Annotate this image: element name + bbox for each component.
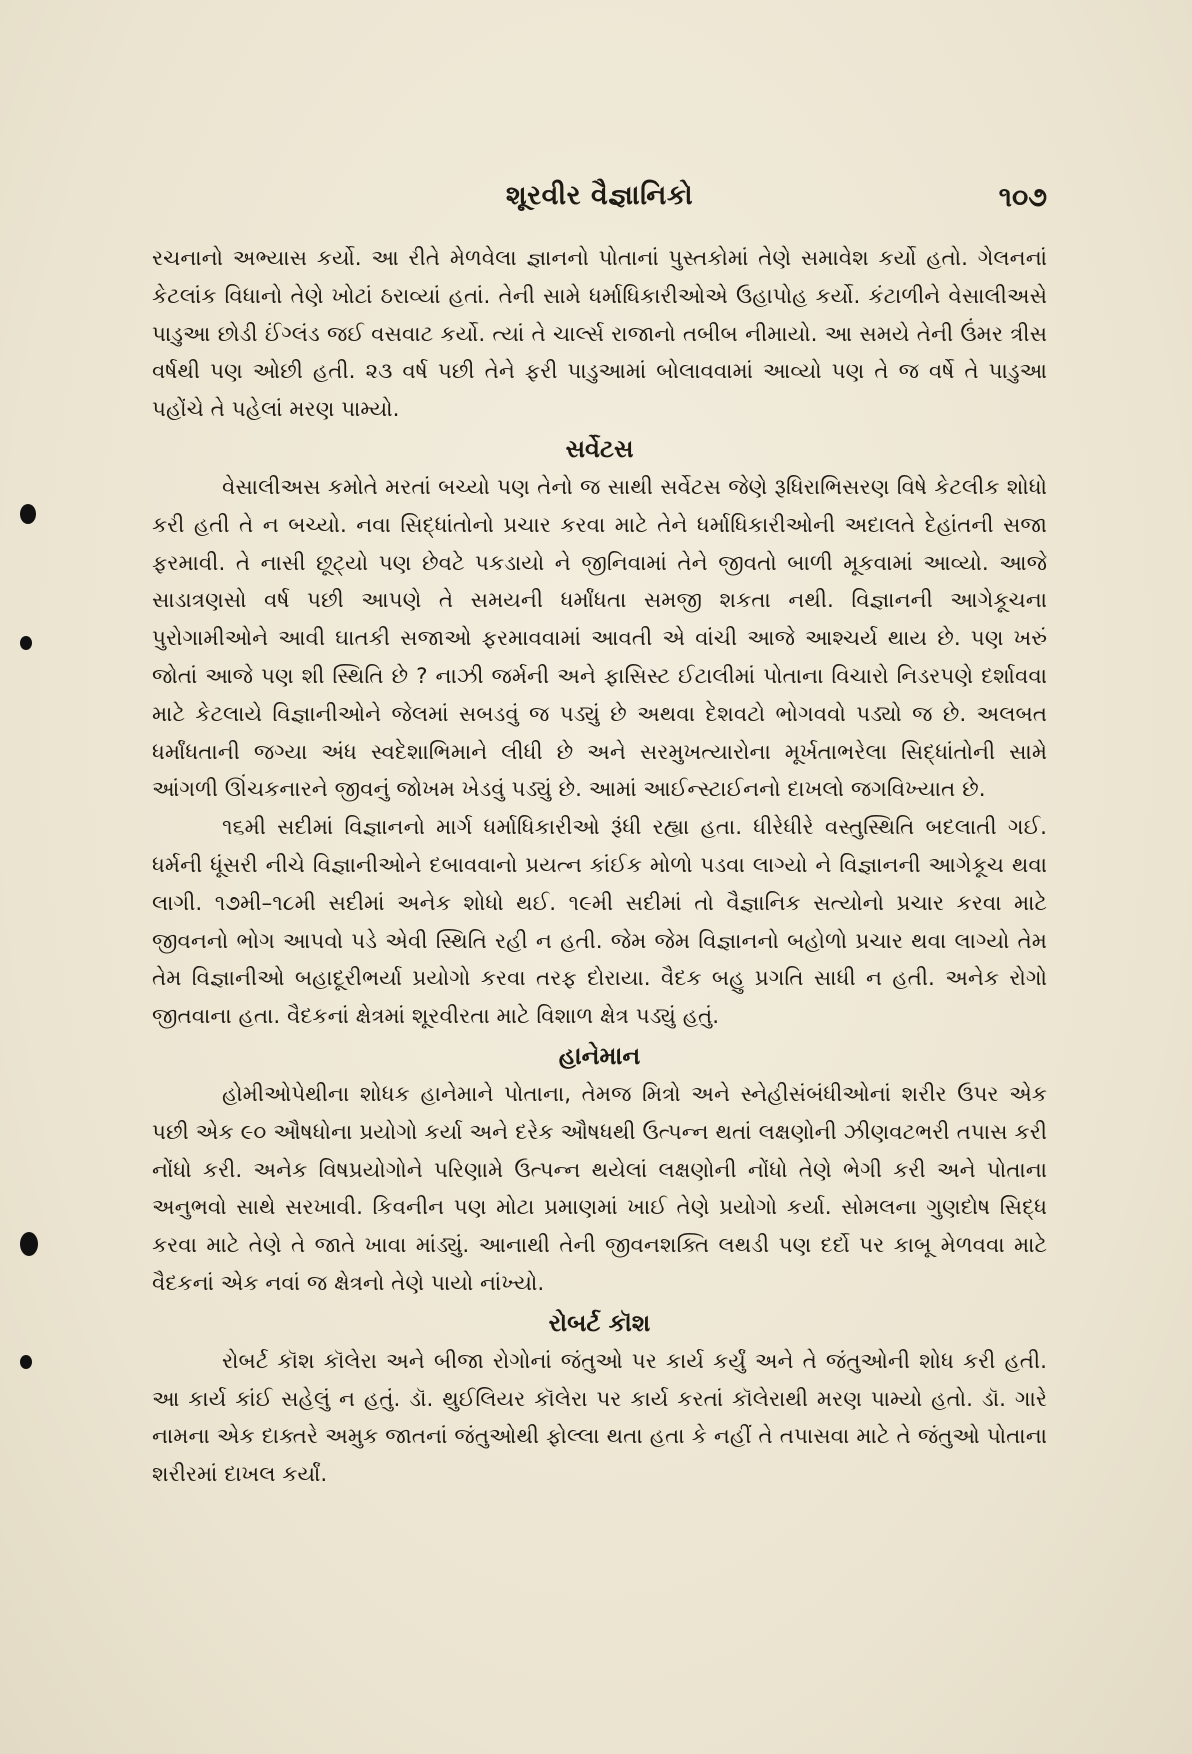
page-number: ૧૦૭ bbox=[998, 182, 1047, 213]
section-heading: હાનેમાન bbox=[558, 1041, 641, 1070]
paragraph: ૧૬મી સદીમાં વિજ્ઞાનનો માર્ગ ધર્માધિકારીઓ રૂંધી રહ્યા હતા. ધીરેધીરે વસ્તુસ્થિતિ બદલાતી ગઈ. ધર્મની ધૂંસરી નીચે વિજ્ઞાનીઓને દબાવવાનો પ્રયત્ન કાંઈક મોળો પડવા લાગ્યો ને વિજ્ઞાનની આગેકૂચ થવા લાગી. ૧૭મી–૧૮મી સદીમાં અનેક શોધો થઈ. ૧૯મી સદીમાં તો વૈજ્ઞાનિક સત્યોનો પ્રચાર કરવા માટે જીવનનો ભોગ આપવો પડે એવી સ્થિતિ રહી ન હતી. જેમ જેમ વિજ્ઞાનનો બહોળો પ્રચાર થવા લાગ્યો તેમ તેમ વિજ્ઞાનીઓ બહાદૂરીભર્યા પ્રયોગો કરવા તરફ દોરાયા. વૈદક બહુ પ્રગતિ સાધી ન હતી. અનેક રોગો જીતવાના હતા. વૈદકનાં ક્ષેત્રમાં શૂરવીરતા માટે વિશાળ ક્ષેત્ર પડ્યું હતું. bbox=[152, 815, 1047, 1030]
page-header bbox=[152, 180, 1047, 228]
binding-hole bbox=[20, 504, 36, 524]
binding-hole bbox=[20, 1232, 38, 1256]
paragraph: રોબર્ટ કૉશ કૉલેરા અને બીજા રોગોનાં જંતુઓ પર કાર્ય કર્યું અને તે જંતુઓની શોધ કરી હતી. આ કાર્ય કાંઈ સહેલું ન હતું. ડૉ. થુઈલિયર કૉલેરા પર કાર્ય કરતાં કૉલેરાથી મરણ પામ્યો હતો. ડૉ. ગારે નામના એક દાક્તરે અમુક જાતનાં જંતુઓથી ફોલ્લા થતા હતા કે નહીં તે તપાસવા માટે તે જંતુઓ પોતાના શરીરમાં દાખલ કર્યાં. bbox=[152, 1348, 1047, 1488]
binding-hole bbox=[20, 1355, 32, 1369]
section-heading: સર્વેટસ bbox=[565, 434, 634, 463]
body-text bbox=[152, 240, 1047, 1494]
running-title: શૂરવીર વૈજ્ઞાનિકો bbox=[505, 180, 694, 211]
paragraph: હોમીઓપેથીના શોધક હાનેમાને પોતાના, તેમજ મિત્રો અને સ્નેહીસંબંધીઓનાં શરીર ઉપર એક પછી એક ૯૦ ઔષધોના પ્રયોગો કર્યા અને દરેક ઔષધથી ઉત્પન્ન થતાં લક્ષણોની ઝીણવટભરી તપાસ કરી નોંધો કરી. અનેક વિષપ્રયોગોને પરિણામે ઉત્પન્ન થયેલાં લક્ષણોની નોંધો તેણે ભેગી કરી અને પોતાના અનુભવો સાથે સરખાવી. કિવનીન પણ મોટા પ્રમાણમાં ખાઈ તેણે પ્રયોગો કર્યા. સોમલના ગુણદોષ સિદ્ધ કરવા માટે તેણે તે જાતે ખાવા માંડ્યું. આનાથી તેની જીવનશક્તિ લથડી પણ દર્દો પર કાબૂ મેળવવા માટે વૈદકનાં એક નવાં જ ક્ષેત્રનો તેણે પાયો નાંખ્યો. bbox=[152, 1081, 1047, 1296]
paragraph: વેસાલીઅસ કમોતે મરતાં બચ્યો પણ તેનો જ સાથી સર્વેટસ જેણે રૂધિરાભિસરણ વિષે કેટલીક શોધો કરી હતી તે ન બચ્યો. નવા સિદ્ધાંતોનો પ્રચાર કરવા માટે તેને ધર્માધિકારીઓની અદાલતે દેહાંતની સજા ફરમાવી. તે નાસી છૂટ્યો પણ છેવટે પકડાયો ને જીનિવામાં તેને જીવતો બાળી મૂકવામાં આવ્યો. આજે સાડાત્રણસો વર્ષ પછી આપણે તે સમયની ધર્માંધતા સમજી શકતા નથી. વિજ્ઞાનની આગેકૂચના પુરોગામીઓને આવી ઘાતકી સજાઓ ફરમાવવામાં આવતી એ વાંચી આજે આશ્ચર્ય થાય છે. પણ ખરું જોતાં આજે પણ શી સ્થિતિ છે ? નાઝી જર્મની અને ફાસિસ્ટ ઈટાલીમાં પોતાના વિચારો નિડરપણે દર્શાવવા માટે કેટલાયે વિજ્ઞાનીઓને જેલમાં સબડવું જ પડ્યું છે અથવા દેશવટો ભોગવવો પડ્યો જ છે. અલબત ધર્માંધતાની જગ્યા અંધ સ્વદેશાભિમાને લીધી છે અને સરમુખત્યારોના મૂર્ખતાભરેલા સિદ્ધાંતોની સામે આંગળી ઊંચકનારને જીવનું જોખમ ખેડવું પડ્યું છે. આમાં આઈન્સ્ટાઈનનો દાખલો જગવિખ્યાત છે. bbox=[152, 474, 1047, 803]
binding-hole bbox=[20, 636, 32, 650]
paragraph: રચનાનો અભ્યાસ કર્યો. આ રીતે મેળવેલા જ્ઞાનનો પોતાનાં પુસ્તકોમાં તેણે સમાવેશ કર્યો હતો. ગેલનનાં કેટલાંક વિધાનો તેણે ખોટાં ઠરાવ્યાં હતાં. તેની સામે ધર્માધિકારીઓએ ઉહાપોહ કર્યો. કંટાળીને વેસાલીઅસે પાડુઆ છોડી ઈંગ્લંડ જઈ વસવાટ કર્યો. ત્યાં તે ચાર્લ્સ રાજાનો તબીબ નીમાયો. આ સમયે તેની ઉંમર ત્રીસ વર્ષથી પણ ઓછી હતી. ૨૩ વર્ષ પછી તેને ફરી પાડુઆમાં બોલાવવામાં આવ્યો પણ તે જ વર્ષે તે પાડુઆ પહોંચે તે પહેલાં મરણ પામ્યો. bbox=[152, 246, 1047, 423]
section-heading: રોબર્ટ કૉશ bbox=[548, 1308, 651, 1337]
